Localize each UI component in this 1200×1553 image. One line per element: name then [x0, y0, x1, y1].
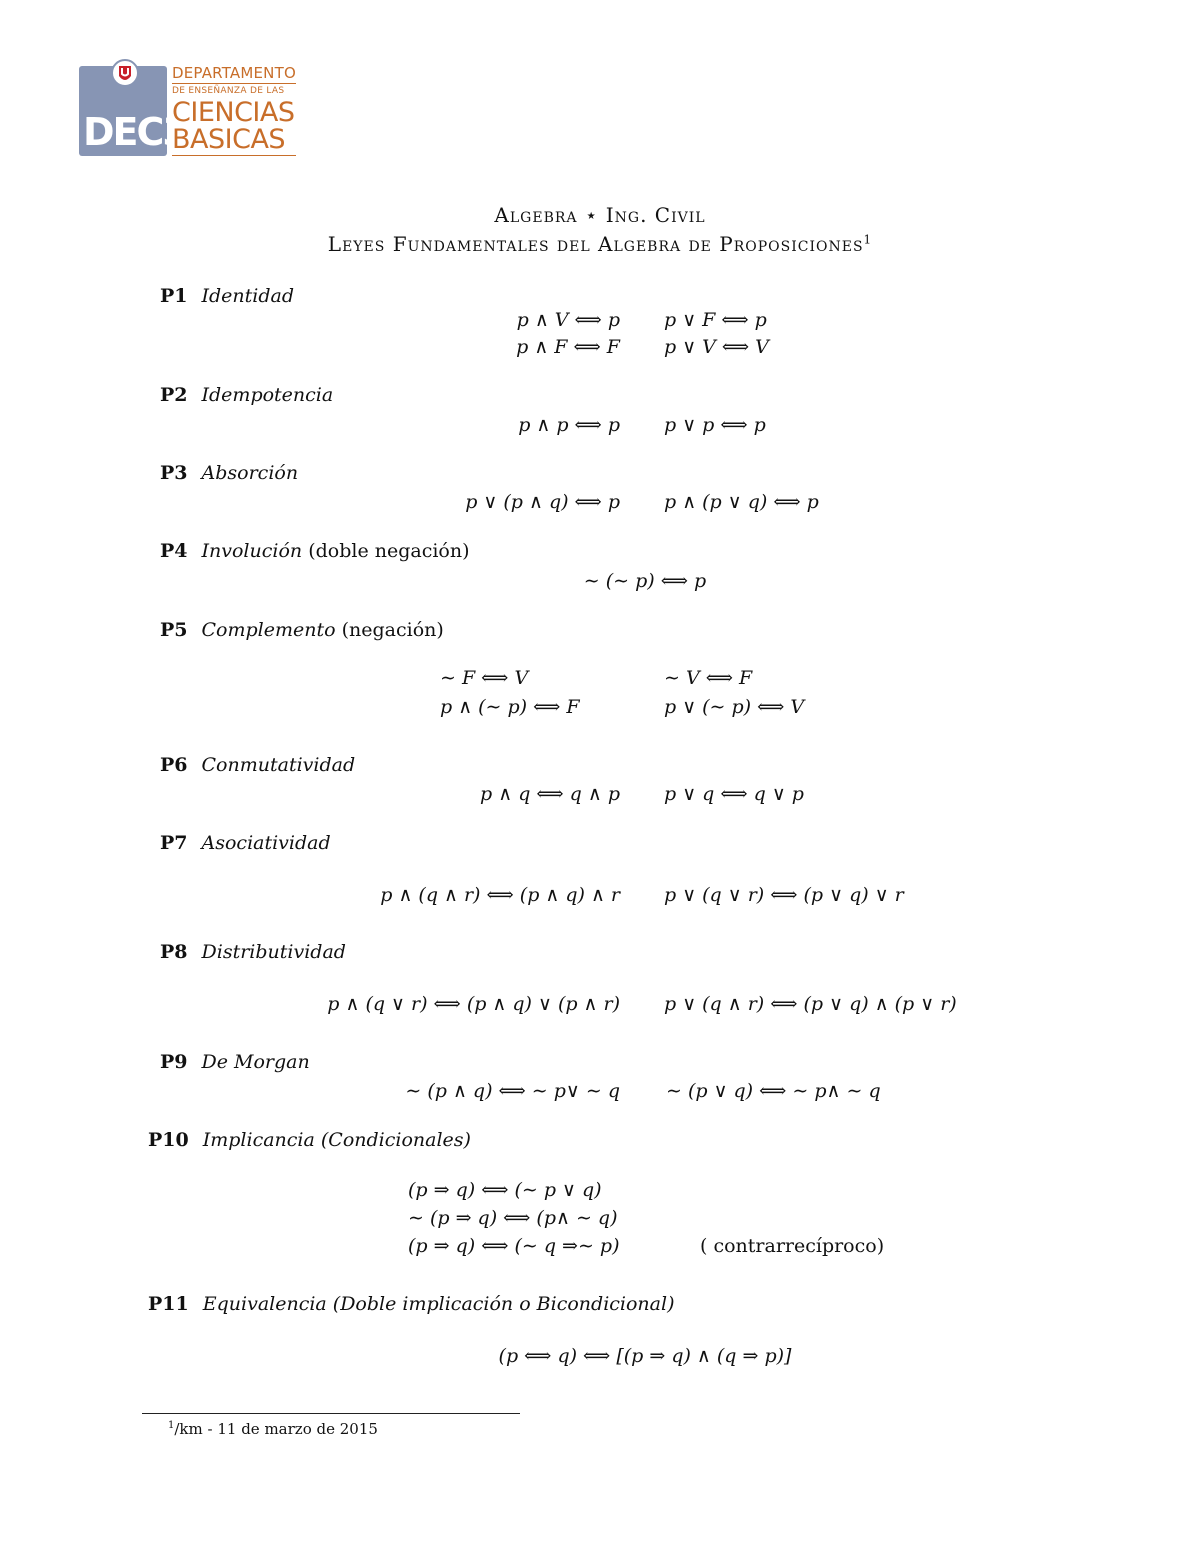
law-name: De Morgan [201, 1051, 310, 1073]
logo-monogram: DEC3 [83, 110, 187, 154]
footnote-text: /km - 11 de marzo de 2015 [174, 1420, 378, 1438]
university-seal-icon [109, 58, 141, 88]
law-number: P8 [160, 941, 188, 963]
formula-note: ( contrarrecíproco) [700, 1235, 885, 1257]
formula: p ∨ V ⟺ V [664, 336, 769, 358]
law-name: Absorción [201, 462, 299, 484]
law-number: P10 [148, 1129, 189, 1151]
formula: p ∧ F ⟺ F [516, 336, 620, 358]
law-number: P11 [148, 1293, 189, 1315]
formula: p ∨ q ⟺ q ∨ p [664, 783, 804, 805]
formula: ∼ F ⟺ V [440, 667, 529, 689]
law-number: P3 [160, 462, 188, 484]
footnote-mark: 1 [863, 232, 873, 247]
law-heading [160, 832, 331, 854]
formula: p ∨ (p ∧ q) ⟺ p [465, 491, 620, 513]
formula: ∼ (p ⇒ q) ⟺ (p∧ ∼ q) [408, 1207, 618, 1229]
formula: p ∨ p ⟺ p [664, 414, 766, 436]
formula: p ∨ (q ∧ r) ⟺ (p ∨ q) ∧ (p ∨ r) [664, 993, 957, 1015]
dec3-logo [79, 58, 294, 158]
law-heading [160, 285, 294, 307]
formula: ∼ (∼ p) ⟺ p [583, 570, 707, 592]
law-note: (doble negación) [308, 540, 470, 562]
law-heading [148, 1129, 471, 1151]
law-number: P6 [160, 754, 188, 776]
formula: ∼ (p ∨ q) ⟺ ∼ p∧ ∼ q [666, 1080, 881, 1102]
formula: p ∨ (q ∨ r) ⟺ (p ∨ q) ∨ r [664, 884, 904, 906]
logo-line-4: BASICAS [172, 126, 296, 156]
law-name: Distributividad [201, 941, 346, 963]
formula: ∼ V ⟺ F [664, 667, 753, 689]
formula: p ∧ (q ∧ r) ⟺ (p ∧ q) ∧ r [380, 884, 620, 906]
law-number: P9 [160, 1051, 188, 1073]
formula: p ∧ (∼ p) ⟺ F [440, 696, 580, 718]
document-subtitle [0, 232, 1200, 256]
formula: (p ⇒ q) ⟺ (∼ q ⇒∼ p) [408, 1235, 620, 1257]
footnote-rule [142, 1413, 520, 1414]
footnote-number: 1 [168, 1420, 175, 1431]
law-name: Implicancia (Condicionales) [202, 1129, 471, 1151]
formula: p ∧ V ⟺ p [516, 309, 620, 331]
law-name: Involución [201, 540, 303, 562]
document-title [0, 203, 1200, 227]
law-name: Equivalencia (Doble implicación o Bicondicional) [202, 1293, 675, 1315]
logo-line-1: DEPARTAMENTO [172, 64, 296, 82]
law-name: Idempotencia [201, 384, 334, 406]
law-name: Conmutatividad [201, 754, 356, 776]
law-heading [148, 1293, 675, 1315]
formula: (p ⟺ q) ⟺ [(p ⇒ q) ∧ (q ⇒ p)] [498, 1345, 792, 1367]
law-name: Identidad [201, 285, 295, 307]
formula: (p ⇒ q) ⟺ (∼ p ∨ q) [408, 1179, 602, 1201]
law-number: P2 [160, 384, 188, 406]
subtitle-text: Leyes Fundamentales del Algebra de Proposiciones [327, 232, 864, 256]
formula: ∼ (p ∧ q) ⟺ ∼ p∨ ∼ q [405, 1080, 620, 1102]
law-name: Asociatividad [201, 832, 331, 854]
law-number: P1 [160, 285, 188, 307]
logo-line-2: DE ENSEÑANZA DE LAS [172, 86, 285, 96]
law-number: P5 [160, 619, 188, 641]
law-note: (negación) [341, 619, 444, 641]
logo-line-3: CIENCIAS [172, 97, 295, 128]
title-text: Algebra ⋆ Ing. Civil [494, 203, 706, 227]
formula: p ∧ (q ∨ r) ⟺ (p ∧ q) ∨ (p ∧ r) [327, 993, 620, 1015]
law-heading [160, 941, 346, 963]
logo-text [172, 66, 296, 156]
law-number: P4 [160, 540, 188, 562]
formula: p ∧ p ⟺ p [518, 414, 620, 436]
law-name: Complemento [201, 619, 336, 641]
law-heading [160, 462, 298, 484]
law-heading [160, 1051, 310, 1073]
footnote [168, 1420, 378, 1438]
law-number: P7 [160, 832, 188, 854]
law-heading [160, 540, 470, 562]
law-heading [160, 754, 355, 776]
law-heading [160, 619, 444, 641]
law-heading [160, 384, 333, 406]
formula: p ∨ (∼ p) ⟺ V [664, 696, 805, 718]
formula: p ∧ q ⟺ q ∧ p [480, 783, 620, 805]
formula: p ∨ F ⟺ p [664, 309, 767, 331]
formula: p ∧ (p ∨ q) ⟺ p [664, 491, 819, 513]
